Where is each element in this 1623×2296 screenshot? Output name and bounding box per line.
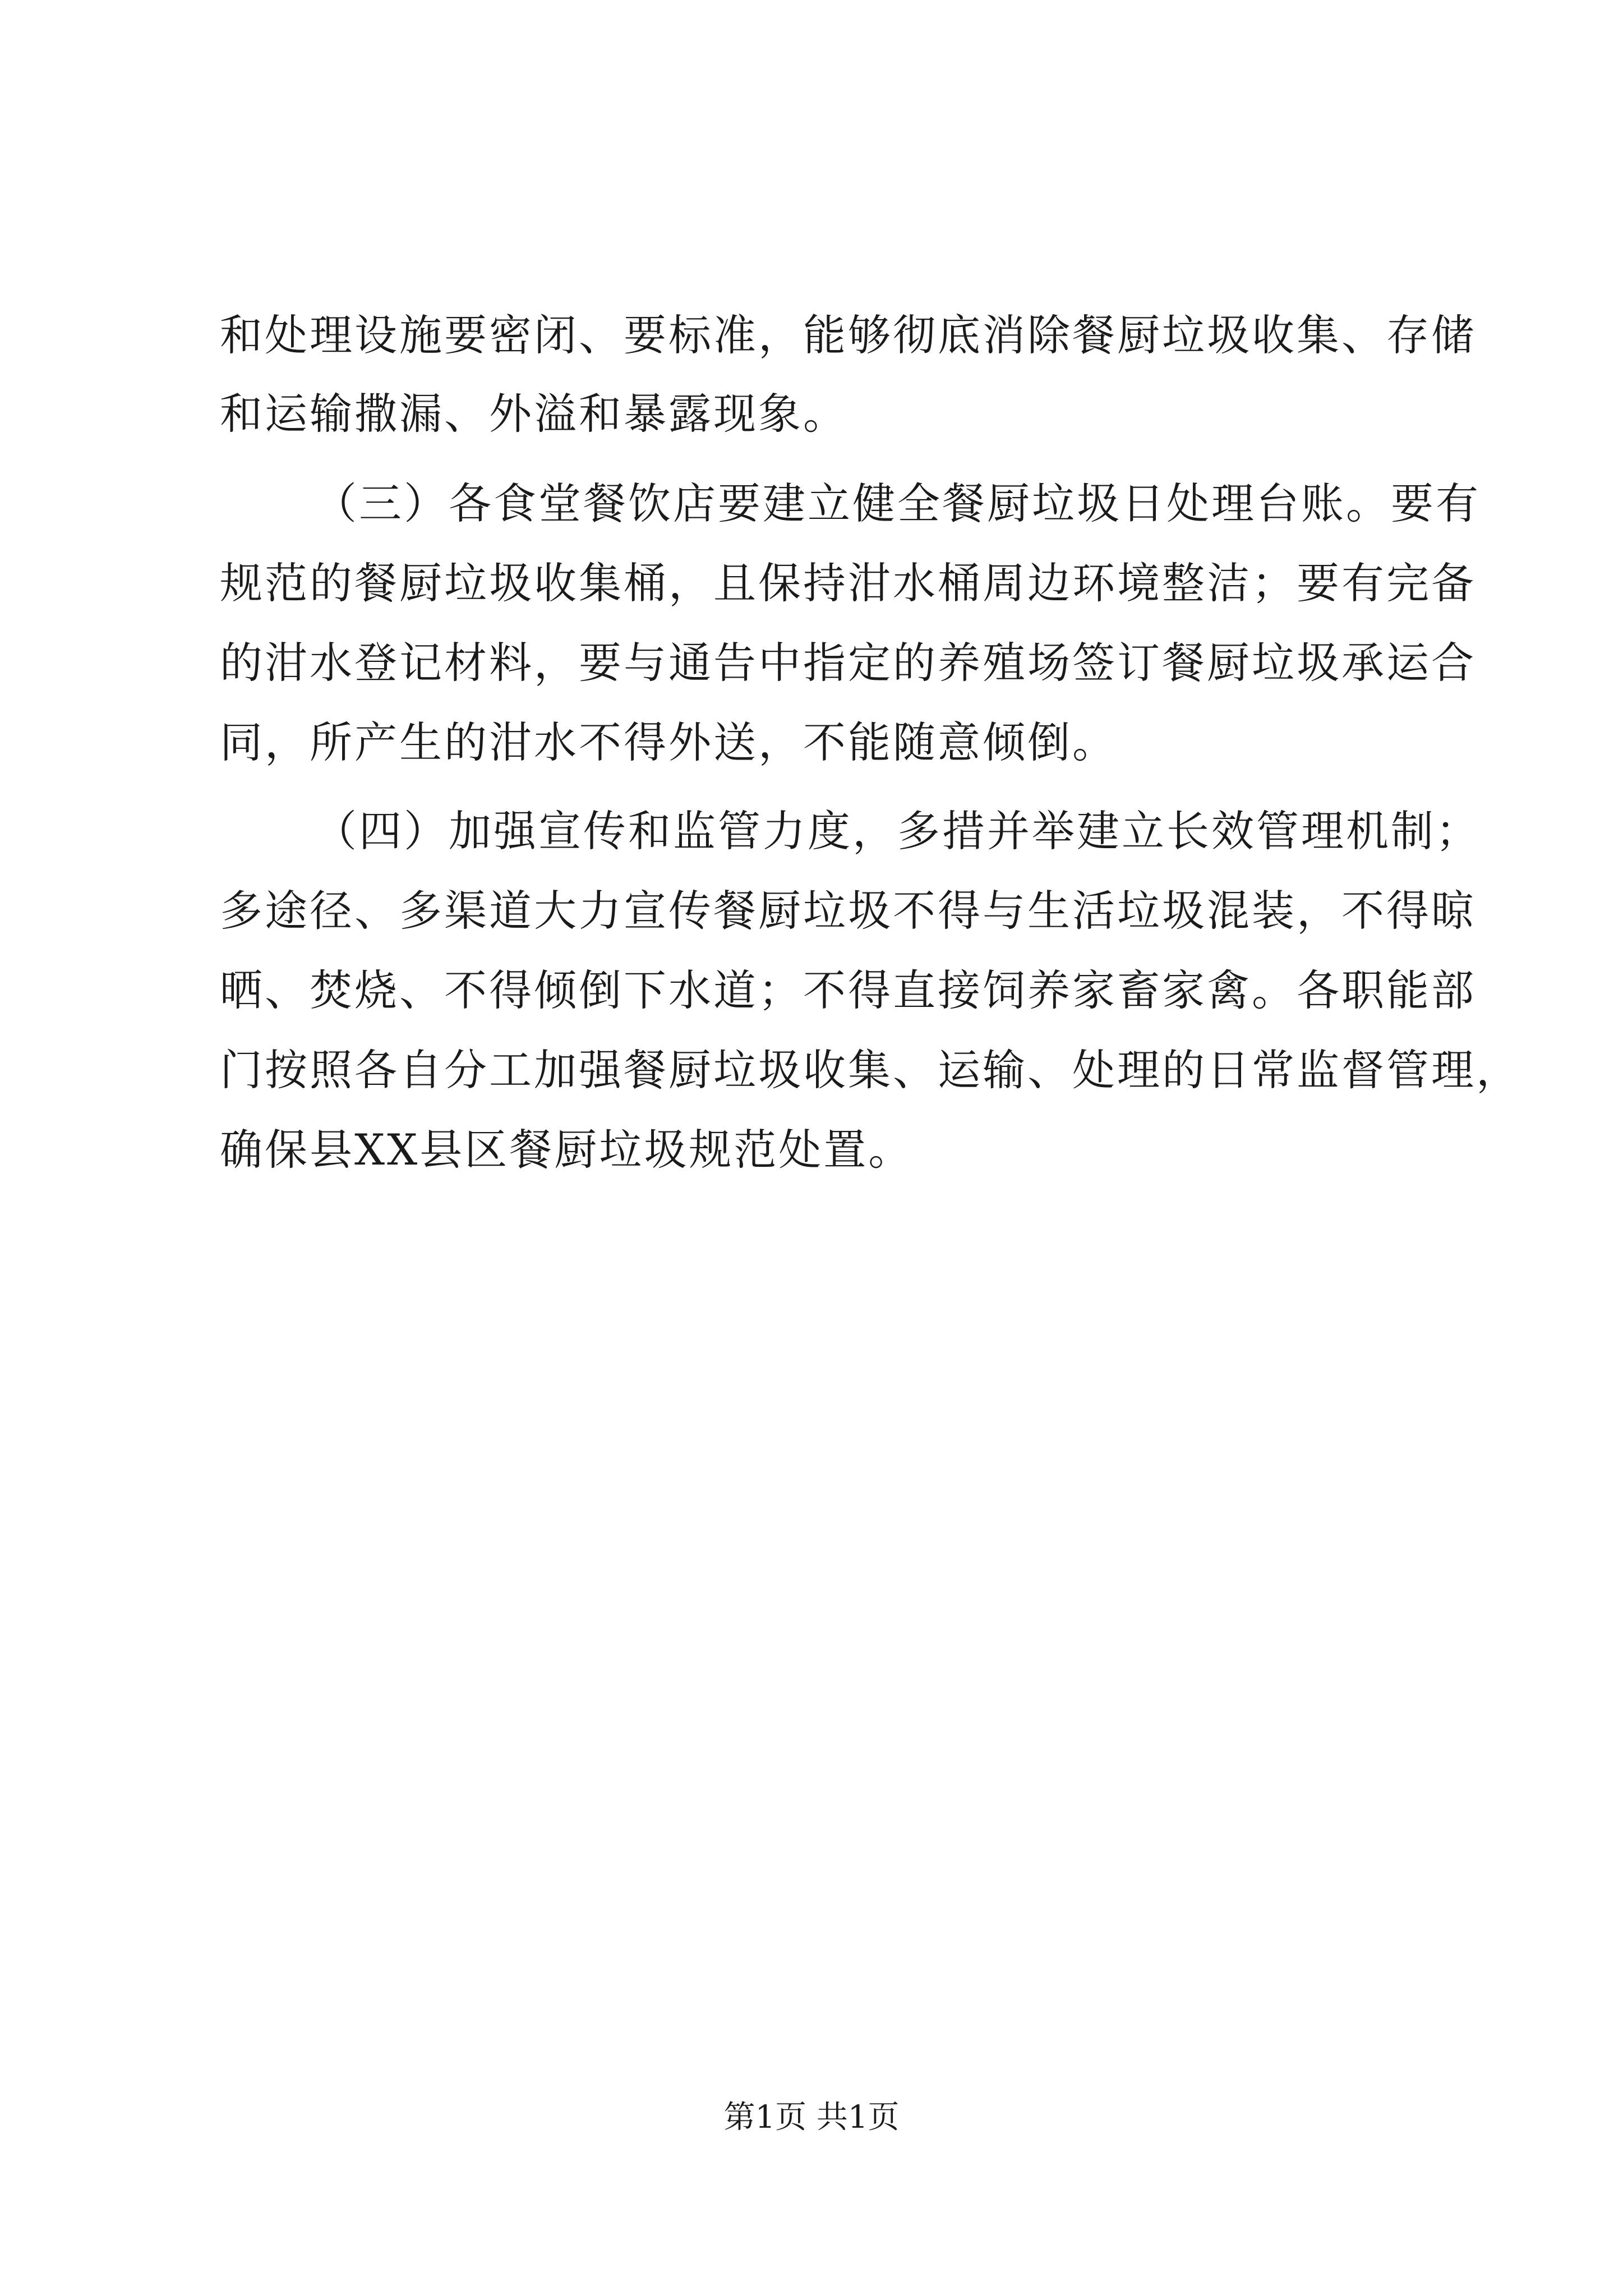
paragraph-line: 晒、焚烧、不得倾倒下水道；不得直接饲养家畜家禽。各职能部: [220, 965, 1476, 1015]
paragraph-line: 和运输撒漏、外溢和暴露现象。: [220, 389, 848, 439]
paragraph-line: 规范的餐厨垃圾收集桶，且保持泔水桶周边环境整洁；要有完备: [220, 558, 1476, 608]
paragraph-line: 门按照各自分工加强餐厨垃圾收集、运输、处理的日常监督管理，: [220, 1045, 1521, 1095]
page-number-footer: 第1页 共1页: [723, 2099, 900, 2136]
paragraph-line: 同，所产生的泔水不得外送，不能随意倾倒。: [220, 717, 1117, 767]
paragraph-line: 确保县XX县区餐厨垃圾规范处置。: [220, 1125, 914, 1175]
paragraph-line: 和处理设施要密闭、要标准，能够彻底消除餐厨垃圾收集、存储: [220, 310, 1476, 360]
paragraph-line: （四）加强宣传和监管力度，多措并举建立长效管理机制；: [314, 806, 1481, 856]
paragraph-line: 的泔水登记材料，要与通告中指定的养殖场签订餐厨垃圾承运合: [220, 638, 1476, 688]
paragraph-line: （三）各食堂餐饮店要建立健全餐厨垃圾日处理台账。要有: [314, 478, 1481, 528]
paragraph-line: 多途径、多渠道大力宣传餐厨垃圾不得与生活垃圾混装，不得晾: [220, 886, 1476, 936]
